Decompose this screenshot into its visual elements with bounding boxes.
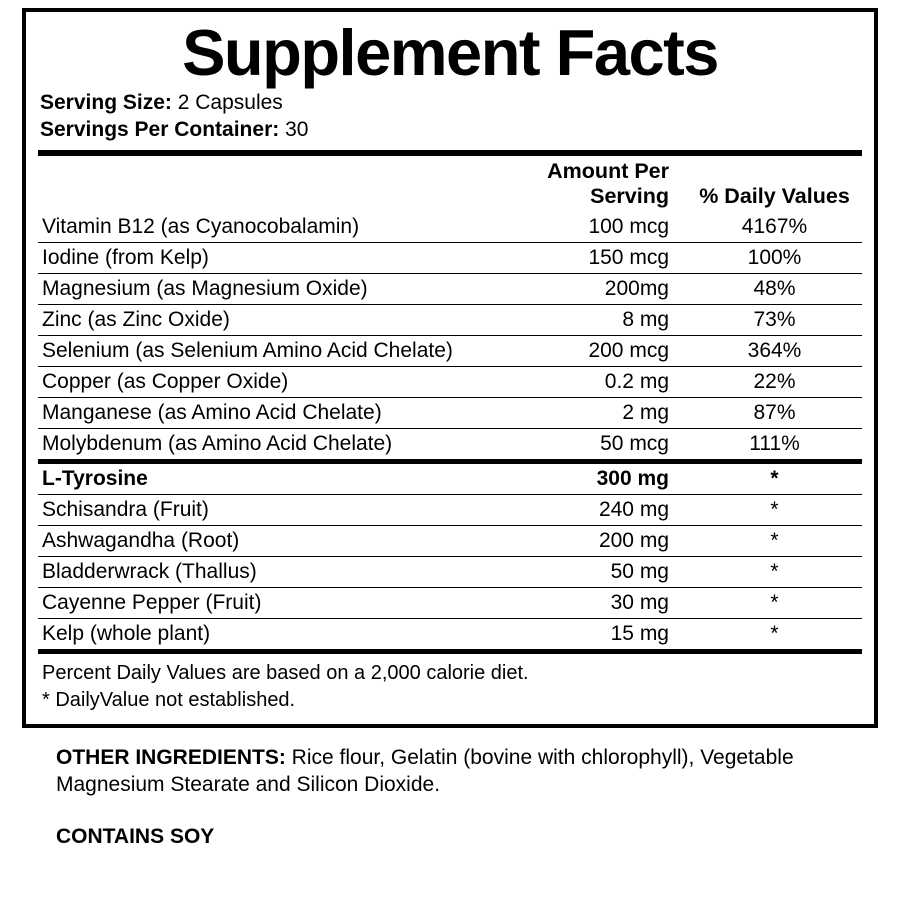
table-row bbox=[38, 619, 862, 650]
nutrient-name: Kelp (whole plant) bbox=[38, 619, 469, 650]
serving-size-label: Serving Size: bbox=[40, 91, 172, 115]
table-header-row bbox=[38, 156, 862, 212]
nutrient-dv: 73% bbox=[687, 305, 862, 336]
nutrient-amount: 100 mcg bbox=[588, 215, 669, 239]
nutrient-amount: 200mg bbox=[469, 274, 687, 305]
nutrient-name: Ashwagandha (Root) bbox=[38, 526, 469, 557]
panel-title: Supplement Facts bbox=[182, 16, 718, 89]
nutrient-amount: 240 mg bbox=[469, 495, 687, 526]
other-ingredients bbox=[56, 744, 876, 799]
supplement-facts-panel bbox=[22, 8, 878, 728]
nutrient-amount: 8 mg bbox=[469, 305, 687, 336]
table-row bbox=[38, 305, 862, 336]
nutrient-dv: 4167% bbox=[741, 215, 808, 239]
nutrient-amount: 150 mcg bbox=[469, 243, 687, 274]
nutrient-dv: 22% bbox=[687, 367, 862, 398]
nutrient-dv: 100% bbox=[687, 243, 862, 274]
column-header-nutrient bbox=[38, 156, 469, 212]
nutrient-amount: 200 mg bbox=[469, 526, 687, 557]
table-row bbox=[38, 212, 862, 243]
table-row bbox=[38, 557, 862, 588]
nutrient-dv: * bbox=[687, 619, 862, 650]
nutrient-name: Cayenne Pepper (Fruit) bbox=[38, 588, 469, 619]
nutrient-name: L-Tyrosine bbox=[38, 462, 469, 495]
table-row bbox=[38, 367, 862, 398]
nutrient-amount: 300 mg bbox=[469, 462, 687, 495]
nutrient-name: Vitamin B12 (as Cyanocobalamin) bbox=[42, 215, 360, 239]
nutrient-amount: 200 mcg bbox=[469, 336, 687, 367]
table-row bbox=[38, 274, 862, 305]
nutrient-dv: 87% bbox=[687, 398, 862, 429]
allergen-statement: CONTAINS SOY bbox=[56, 824, 215, 848]
servings-per-container-line bbox=[40, 117, 862, 144]
nutrient-amount: 2 mg bbox=[469, 398, 687, 429]
nutrient-name: Manganese (as Amino Acid Chelate) bbox=[38, 398, 469, 429]
nutrient-name: Copper (as Copper Oxide) bbox=[38, 367, 469, 398]
table-row bbox=[38, 495, 862, 526]
table-row bbox=[38, 398, 862, 429]
nutrient-dv: 364% bbox=[687, 336, 862, 367]
servings-per-container-value: 30 bbox=[285, 118, 309, 142]
nutrient-name: Magnesium (as Magnesium Oxide) bbox=[38, 274, 469, 305]
nutrient-name: Bladderwrack (Thallus) bbox=[38, 557, 469, 588]
nutrient-name: Zinc (as Zinc Oxide) bbox=[38, 305, 469, 336]
column-header-daily-value: % Daily Values bbox=[699, 184, 850, 209]
nutrient-dv: * bbox=[687, 462, 862, 495]
nutrient-dv: * bbox=[687, 588, 862, 619]
footnotes bbox=[38, 654, 862, 714]
servings-per-container-label: Servings Per Container: bbox=[40, 118, 280, 142]
nutrient-name: Molybdenum (as Amino Acid Chelate) bbox=[38, 429, 469, 462]
nutrient-dv: * bbox=[687, 526, 862, 557]
nutrient-amount: 0.2 mg bbox=[469, 367, 687, 398]
table-row bbox=[38, 462, 862, 495]
nutrient-dv: 48% bbox=[687, 274, 862, 305]
nutrient-amount: 30 mg bbox=[469, 588, 687, 619]
column-header-amount: Amount Per Serving bbox=[547, 159, 669, 209]
nutrition-table bbox=[38, 156, 862, 649]
table-row bbox=[38, 588, 862, 619]
serving-size-line bbox=[40, 90, 862, 117]
nutrient-amount: 50 mg bbox=[469, 557, 687, 588]
other-ingredients-label: OTHER INGREDIENTS: bbox=[56, 746, 286, 770]
footnote-asterisk: * DailyValue not established. bbox=[42, 689, 296, 712]
other-ingredients-text: Rice flour, Gelatin (bovine with chlorophyll), Vegetable Magnesium Stearate and Silicon Dioxide. bbox=[56, 746, 794, 797]
table-row bbox=[38, 429, 862, 462]
serving-size-value: 2 Capsules bbox=[177, 91, 283, 115]
table-row bbox=[38, 336, 862, 367]
nutrient-name: Schisandra (Fruit) bbox=[38, 495, 469, 526]
footnote-daily-value-basis: Percent Daily Values are based on a 2,000 calorie diet. bbox=[42, 662, 529, 685]
nutrient-dv: * bbox=[687, 557, 862, 588]
nutrient-name: Selenium (as Selenium Amino Acid Chelate) bbox=[38, 336, 469, 367]
table-row bbox=[38, 243, 862, 274]
nutrient-dv: * bbox=[687, 495, 862, 526]
nutrient-amount: 15 mg bbox=[469, 619, 687, 650]
nutrient-amount: 50 mcg bbox=[469, 429, 687, 462]
nutrient-name: Iodine (from Kelp) bbox=[38, 243, 469, 274]
table-row bbox=[38, 526, 862, 557]
nutrient-dv: 111% bbox=[687, 429, 862, 462]
